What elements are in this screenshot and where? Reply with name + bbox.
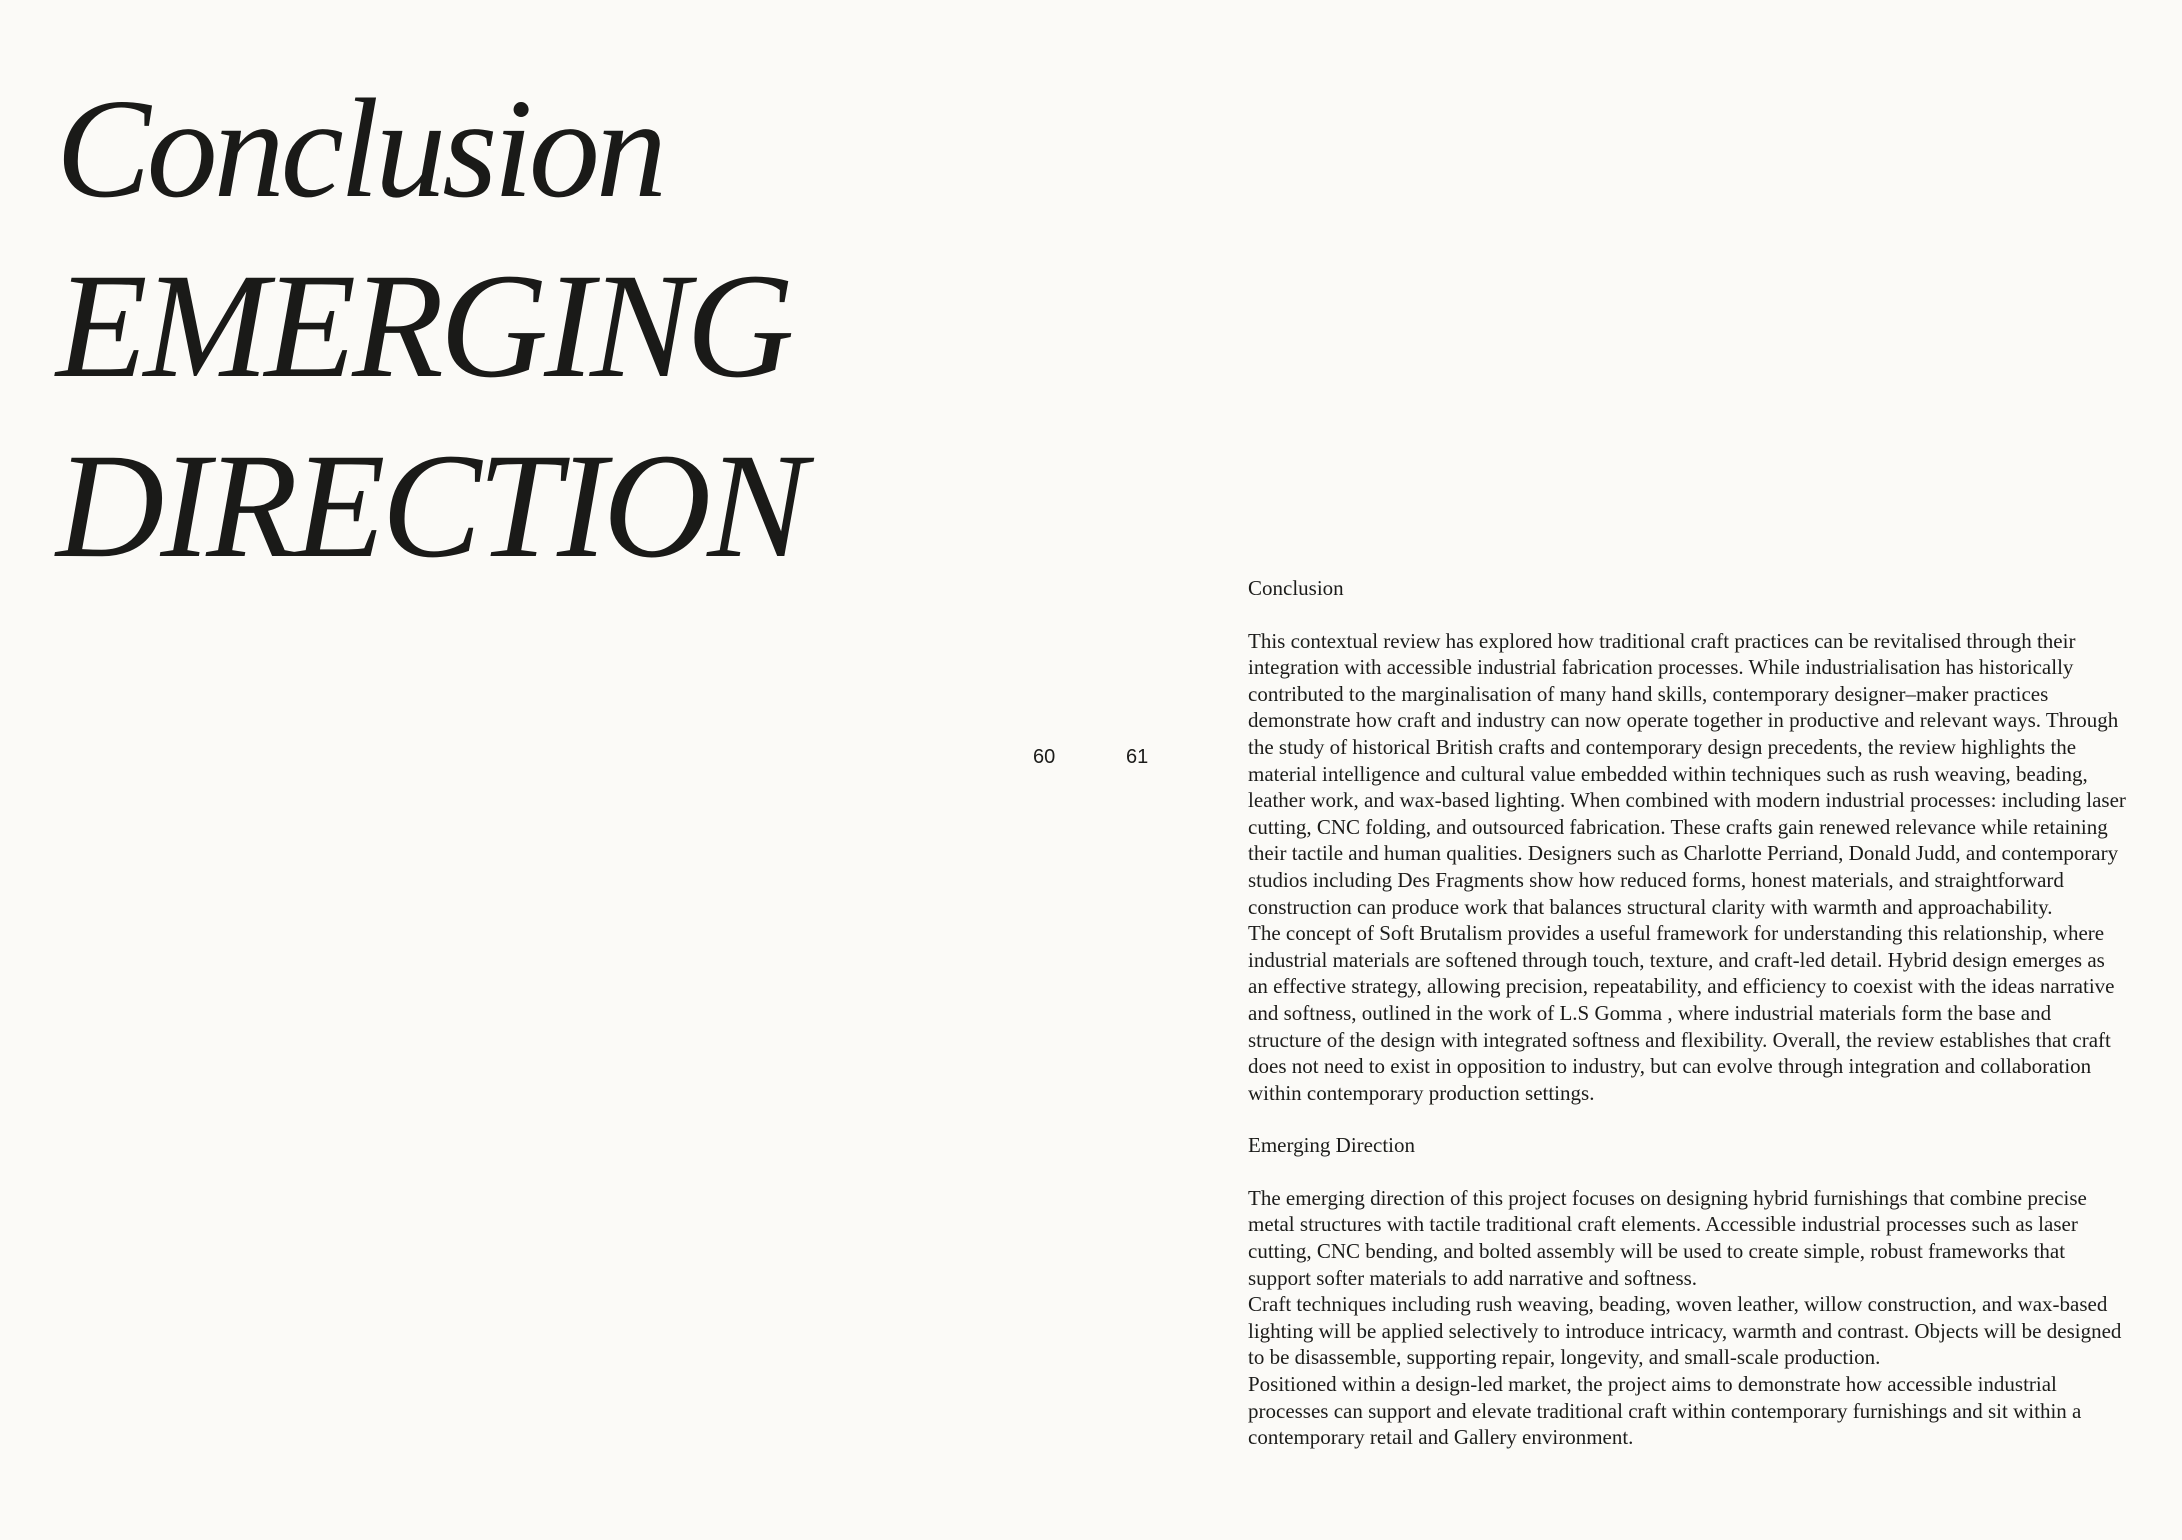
conclusion-paragraph-1: This contextual review has explored how traditional craft practices can be revitalised through their integration with accessible industrial fabrication processes. While industrialisation has historically contributed to the marginalisation of many hand skills, contemporary designer–maker practices demonstrate how craft and industry can now operate together in productive and relevant ways. Through the study of historical British crafts and contemporary design precedents, the review highlights the material intelligence and cultural value embedded within techniques such as rush weaving, beading, leather work, and wax-based lighting. When combined with modern industrial processes: including laser cutting, CNC folding, and outsourced fabrication. These crafts gain renewed relevance while retaining their tactile and human qualities. Designers such as Charlotte Perriand, Donald Judd, and contemporary studios including Des Fragments show how reduced forms, honest materials, and straightforward construction can produce work that balances structural clarity with warmth and approachability. (1248, 628, 2126, 919)
page-number-left: 60 (1033, 746, 1056, 768)
title-line-emerging: EMERGING (56, 243, 791, 409)
title-line-conclusion: Conclusion (56, 69, 663, 227)
emerging-paragraph-2: Craft techniques including rush weaving, beading, woven leather, willow construction, and wax-based lighting will be applied selectively to introduce intricacy, warmth and contrast. Objects will be designed to be disassemble, supporting repair, longevity, and small-scale production. (1248, 1292, 2122, 1370)
page-number-right: 61 (1126, 746, 1149, 768)
title-line-direction: DIRECTION (56, 423, 804, 589)
emerging-direction-heading: Emerging Direction (1248, 1133, 1415, 1158)
conclusion-paragraph-2: The concept of Soft Brutalism provides a useful framework for understanding this relationship, where industrial materials are softened through touch, texture, and craft-led detail. Hybrid design emerges as an effective strategy, allowing precision, repeatability, and efficiency to coexist with the ideas narrative and softness, outlined in the work of L.S Gomma , where industrial materials form the base and structure of the design with integrated softness and flexibility. Overall, the review establishes that craft does not need to exist in opposition to industry, but can evolve through integration and collaboration within contemporary production settings. (1248, 921, 2115, 1105)
emerging-paragraph-3: Positioned within a design-led market, the project aims to demonstrate how accessible industrial processes can support and elevate traditional craft within contemporary furnishings and sit within a contemporary retail and Gallery environment. (1248, 1372, 2082, 1450)
emerging-paragraph-1: The emerging direction of this project focuses on designing hybrid furnishings that combine precise metal structures with tactile traditional craft elements. Accessible industrial processes such as laser cutting, CNC bending, and bolted assembly will be used to create simple, robust frameworks that support softer materials to add narrative and softness. (1248, 1185, 2087, 1290)
section-spacer (1248, 1106, 2128, 1132)
body-text-column (1248, 575, 2128, 1451)
conclusion-heading: Conclusion (1248, 576, 1344, 600)
page-title (56, 60, 803, 596)
